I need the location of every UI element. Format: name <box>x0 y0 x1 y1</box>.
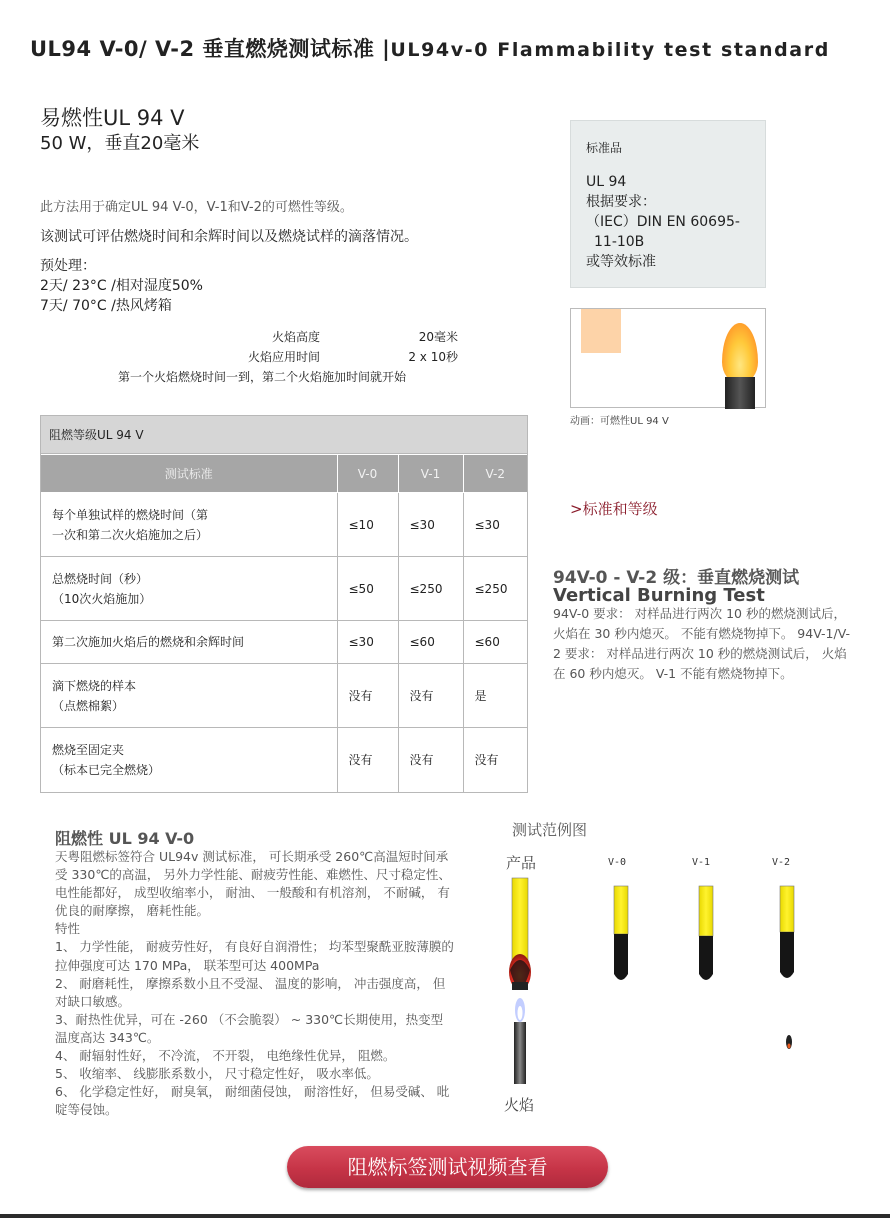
v0-cell: ≤50 <box>337 557 398 621</box>
column-header: V-1 <box>398 455 463 493</box>
product-sample-icon <box>509 878 531 990</box>
param-row-note <box>100 367 480 387</box>
feature-item: 2、 耐磨耗性， 摩擦系数小且不受湿、 温度的影响， 冲击强度高， 但对缺口敏感。 <box>55 975 446 1009</box>
watch-video-button[interactable]: 阻燃标签测试视频查看 <box>287 1146 608 1188</box>
flammability-animation[interactable] <box>570 308 766 408</box>
example-title: 测试范例图 <box>512 821 588 839</box>
retardant-body <box>55 848 455 1119</box>
v2-sample-icon <box>780 886 794 978</box>
v2-cell: 是 <box>463 664 527 728</box>
example-label-v2: V-2 <box>772 857 791 868</box>
standard-info-box <box>570 120 766 288</box>
criterion-cell <box>41 728 337 792</box>
criterion-line: 每个单独试样的燃烧时间（第 <box>52 507 209 522</box>
criterion-line: 总燃烧时间（秒） <box>52 571 149 586</box>
pretreatment-2: 7天/ 70°C /热风烤箱 <box>40 298 172 314</box>
table-row <box>41 493 527 557</box>
grade-table <box>40 415 528 793</box>
v1-cell: 没有 <box>398 728 463 792</box>
v0-cell: ≤30 <box>337 621 398 664</box>
title-separator: | <box>374 37 391 61</box>
standard-box-heading: 标准品 <box>586 141 623 155</box>
test-parameters <box>100 327 480 387</box>
param-label: 火焰应用时间 <box>247 350 320 364</box>
burner-flame-icon <box>514 998 526 1084</box>
v1-sample-icon <box>699 886 713 980</box>
title-zh: UL94 V-0/ V-2 垂直燃烧测试标准 <box>30 37 375 61</box>
test-example-diagram <box>500 870 860 1100</box>
burner-icon <box>725 377 755 409</box>
param-value: 2 x 10秒 <box>408 350 458 364</box>
table-row <box>41 557 527 621</box>
v0-cell: 没有 <box>337 728 398 792</box>
example-label-v0: V-0 <box>608 857 627 868</box>
v2-cell: ≤30 <box>463 493 527 557</box>
vertical-burning-title: 94V-0 - V-2 级：垂直燃烧测试 <box>553 568 800 588</box>
vertical-burning-subtitle: Vertical Burning Test <box>553 585 765 606</box>
column-header: V-2 <box>463 455 527 493</box>
standard-line: （IEC）DIN EN 60695-11-10B <box>586 214 740 250</box>
criterion-line: （10次火焰施加） <box>52 591 152 606</box>
criterion-line: （标本已完全燃烧） <box>52 762 161 777</box>
standards-and-grades-link[interactable]: >标准和等级 <box>570 500 658 518</box>
standard-line: 或等效标准 <box>586 254 656 270</box>
param-label: 火焰高度 <box>271 330 320 344</box>
page-title <box>30 33 870 63</box>
feature-item: 1、 力学性能， 耐疲劳性好， 有良好自润滑性； 均苯型聚酰亚胺薄膜的拉伸强度可达 170 MPa， 联苯型可达 400MPa <box>55 939 454 973</box>
v1-cell: 没有 <box>398 664 463 728</box>
pretreatment-block <box>40 256 203 316</box>
v2-cell: ≤60 <box>463 621 527 664</box>
v2-cell: ≤250 <box>463 557 527 621</box>
v1-cell: ≤30 <box>398 493 463 557</box>
criterion-line: 一次和第二次火焰施加之后） <box>52 527 209 542</box>
intro-purpose: 此方法用于确定UL 94 V-0，V-1和V-2的可燃性等级。 <box>40 200 353 215</box>
animation-swatch <box>581 309 621 353</box>
pretreatment-label: 预处理： <box>40 258 96 274</box>
v1-cell: ≤60 <box>398 621 463 664</box>
example-product-label: 产品 <box>506 854 537 872</box>
vertical-burning-text: 94V-0 要求： 对样品进行两次 10 秒的燃烧测试后， 火焰在 30 秒内熄灭。 不能有燃烧物掉下。 94V-1/V-2 要求： 对样品进行两次 10 秒的燃烧测试后， 火焰在 60 秒内熄灭。 V-1 不能有燃烧物掉下。 <box>553 606 851 681</box>
example-flame-label: 火焰 <box>504 1096 535 1114</box>
example-label-v1: V-1 <box>692 857 711 868</box>
standard-line: UL 94 <box>586 174 627 190</box>
pretreatment-1: 2天/ 23°C /相对湿度50% <box>40 278 203 294</box>
criterion-line: 燃烧至固定夹 <box>52 742 125 757</box>
param-value: 20毫米 <box>418 330 458 344</box>
grade-table-caption: 阻燃等级UL 94 V <box>41 416 527 454</box>
flame-icon <box>722 323 758 383</box>
animation-caption: 动画：可燃性UL 94 V <box>570 416 669 427</box>
feature-item: 5、 收缩率、 线膨胀系数小， 尺寸稳定性好， 吸水率低。 <box>55 1066 379 1082</box>
criterion-line: 滴下燃烧的样本 <box>52 678 137 693</box>
feature-item: 6、 化学稳定性好， 耐臭氧， 耐细菌侵蚀， 耐溶性好， 但易受碱、 吡啶等侵蚀。 <box>55 1084 450 1118</box>
criterion-cell <box>41 664 337 728</box>
criterion-cell <box>41 493 337 557</box>
intro-evaluation: 该测试可评估燃烧时间和余辉时间以及燃烧试样的滴落情况。 <box>40 229 418 245</box>
feature-item: 4、 耐辐射性好， 不冷流， 不开裂， 电绝缘性优异， 阻燃。 <box>55 1048 396 1064</box>
param-row-apply-time <box>100 347 480 367</box>
table-row <box>41 728 527 792</box>
column-header: V-0 <box>337 455 398 493</box>
flammability-heading: 易燃性UL 94 V <box>40 106 185 130</box>
param-row-flame-height <box>100 327 480 347</box>
criterion-cell <box>41 557 337 621</box>
v0-cell: ≤10 <box>337 493 398 557</box>
param-note: 第一个火焰燃烧时间一到，第二个火焰施加时间就开始 <box>118 370 407 384</box>
v0-sample-icon <box>614 886 628 980</box>
bottom-divider <box>0 1214 890 1218</box>
retardant-intro: 天粤阻燃标签符合 UL94v 测试标准， 可长期承受 260℃高温短时间承受 330℃的高温， 另外力学性能、耐疲劳性能、难燃性、尺寸稳定性、 电性能都好， 成型收缩率小， 耐油、 一般酸和有机溶剂， 不耐碱， 有优良的耐摩擦， 磨耗性能。 <box>55 849 451 919</box>
flammability-subheading: 50 W，垂直20毫米 <box>40 133 200 154</box>
feature-item: 3、耐热性优异，可在 -260 （不会脆裂） ~ 330℃长期使用，热变型温度高达 343℃。 <box>55 1011 444 1045</box>
table-header-row <box>41 455 527 493</box>
v0-cell: 没有 <box>337 664 398 728</box>
feature-label: 特性 <box>55 921 81 937</box>
criterion-cell <box>41 621 337 664</box>
burning-drip-icon <box>786 1035 792 1049</box>
v2-cell: 没有 <box>463 728 527 792</box>
criterion-line: （点燃棉絮） <box>52 698 125 713</box>
retardant-title: 阻燃性 UL 94 V-0 <box>55 829 195 848</box>
standard-line: 根据要求： <box>586 194 656 210</box>
column-header: 测试标准 <box>41 455 337 493</box>
title-en: UL94v-0 Flammability test standard <box>390 39 830 61</box>
criterion-line: 第二次施加火焰后的燃烧和余辉时间 <box>52 635 245 649</box>
v1-cell: ≤250 <box>398 557 463 621</box>
table-row <box>41 664 527 728</box>
table-row <box>41 621 527 664</box>
